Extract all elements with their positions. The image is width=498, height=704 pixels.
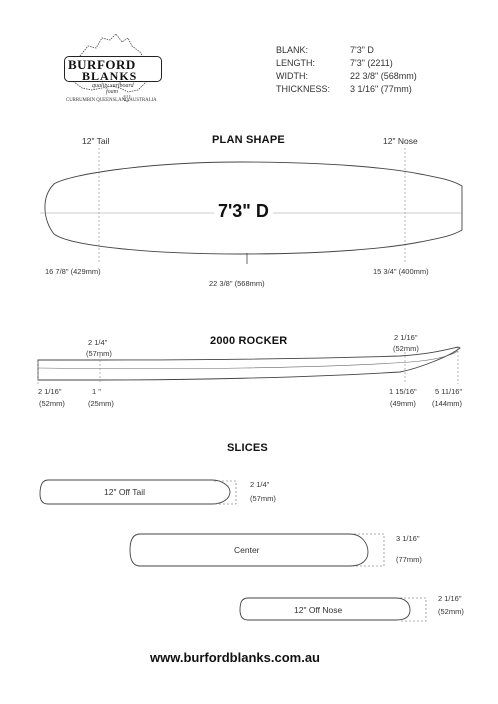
spec-label-blank: BLANK: [276,45,309,55]
rocker-heading: 2000 ROCKER [210,335,288,347]
slice-center-mm: (77mm) [396,555,422,564]
slice-tail-mm: (57mm) [250,494,276,503]
spec-value-length: 7'3" (2211) [350,58,393,68]
logo-brand-bottom: BLANKS [82,69,138,83]
rocker-nose-end-dim: 5 11/16" [435,387,463,396]
spec-value-width: 22 3/8" (568mm) [350,71,417,81]
slice-center-label: Center [234,545,260,555]
slices-heading: SLICES [227,442,268,454]
rocker-tail-12-mm: (25mm) [88,399,114,408]
slice-center-dim: 3 1/16" [396,534,420,543]
tail-marker-label: 12" Tail [82,136,110,146]
rocker-nose-top-mm: (52mm) [393,344,419,353]
rocker-tail-end-mm: (52mm) [39,399,65,408]
tail-width-label: 16 7/8" (429mm) [45,267,101,276]
website-link[interactable]: www.burfordblanks.com.au [150,650,320,665]
center-width-label: 22 3/8" (568mm) [209,279,265,288]
plan-center-label: 7'3" D [214,202,273,222]
rocker-tail-top-mm: (57mm) [86,349,112,358]
rocker-nose-12-dim: 1 15/16" [389,387,417,396]
slice-tail-label: 12" Off Tail [104,487,145,497]
rocker-nose-top-dim: 2 1/16" [394,333,418,342]
rocker-tail-12-dim: 1 " [92,387,101,396]
slice-nose-dim: 2 1/16" [438,594,462,603]
rocker-nose-12-mm: (49mm) [390,399,416,408]
slice-nose-mm: (52mm) [438,607,464,616]
rocker-tail-top-dim: 2 1/4" [88,338,108,347]
rocker-tail-end-dim: 2 1/16" [38,387,62,396]
nose-marker-label: 12" Nose [383,136,418,146]
rocker-nose-end-mm: (144mm) [432,399,463,408]
slice-tail-dim: 2 1/4" [250,480,270,489]
spec-label-length: LENGTH: [276,58,316,68]
spec-label-thickness: THICKNESS: [276,84,331,94]
nose-width-label: 15 3/4" (400mm) [373,267,429,276]
spec-label-width: WIDTH: [276,71,308,81]
spec-value-thickness: 3 1/16" (77mm) [350,84,412,94]
logo-tagline-1: quality surfboard [92,83,134,89]
logo-caption: CURRUMBIN QUEENSLAND AUSTRALIA [66,98,157,103]
slice-nose-label: 12" Off Nose [294,605,343,615]
spec-value-blank: 7'3" D [350,45,374,55]
plan-shape-heading: PLAN SHAPE [212,134,285,146]
logo-tagline-2: foam [106,89,118,95]
logo-brand-top: BURFORD [68,57,136,72]
